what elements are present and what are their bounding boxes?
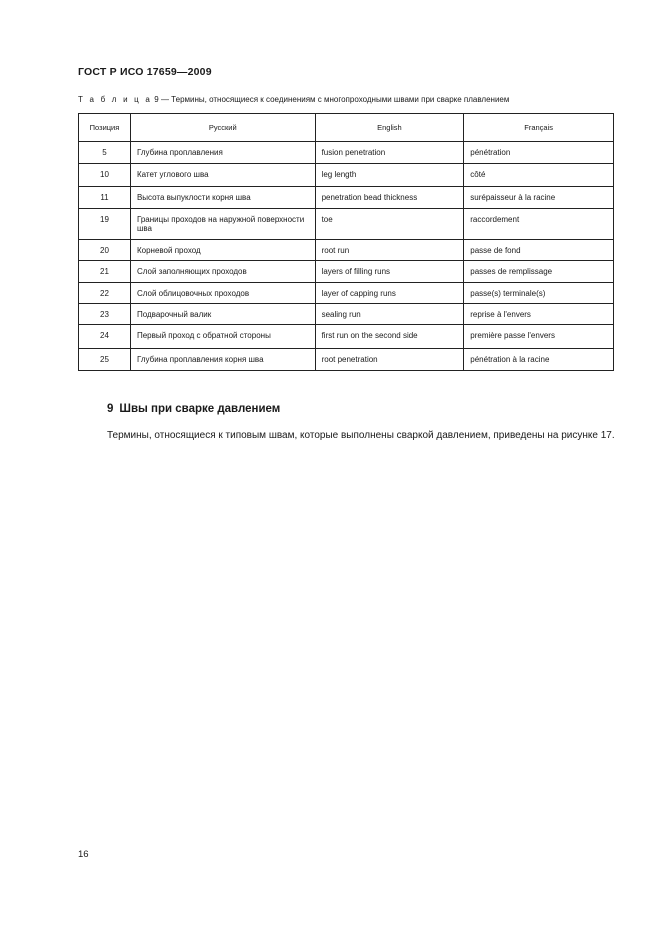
cell-position: 10 [79, 164, 131, 187]
cell-english: root penetration [315, 349, 464, 371]
cell-position: 19 [79, 209, 131, 240]
cell-english: root run [315, 240, 464, 261]
table-row [79, 349, 614, 371]
cell-russian: Глубина проплавления корня шва [130, 349, 315, 371]
cell-russian: Высота выпуклости корня шва [130, 187, 315, 209]
cell-english: penetration bead thickness [315, 187, 464, 209]
section-number: 9 [107, 403, 114, 415]
column-header-french: Français [464, 114, 614, 142]
cell-russian: Слой заполняющих проходов [130, 261, 315, 283]
cell-english: layer of capping runs [315, 283, 464, 304]
cell-russian: Корневой проход [130, 240, 315, 261]
page-number: 16 [78, 849, 89, 860]
table-row [79, 164, 614, 187]
cell-position: 24 [79, 325, 131, 349]
cell-russian: Глубина проплавления [130, 142, 315, 164]
cell-english: leg length [315, 164, 464, 187]
table-caption [78, 95, 509, 104]
cell-english: first run on the second side [315, 325, 464, 349]
table-row [79, 325, 614, 349]
cell-russian: Слой облицовочных проходов [130, 283, 315, 304]
cell-russian: Первый проход с обратной стороны [130, 325, 315, 349]
terms-table [78, 113, 614, 371]
section-title-text: Швы при сварке давлением [119, 403, 281, 415]
cell-french: passes de remplissage [464, 261, 614, 283]
table-row [79, 187, 614, 209]
cell-english: sealing run [315, 304, 464, 325]
cell-position: 20 [79, 240, 131, 261]
cell-french: côté [464, 164, 614, 187]
table-caption-text: — Термины, относящиеся к соединениям с многопроходными швами при сварке плавлением [160, 95, 510, 104]
cell-english: toe [315, 209, 464, 240]
cell-french: première passe l'envers [464, 325, 614, 349]
table-caption-number: 9 [154, 95, 159, 104]
column-header-english: English [315, 114, 464, 142]
cell-position: 5 [79, 142, 131, 164]
cell-french: passe(s) terminale(s) [464, 283, 614, 304]
table-row [79, 283, 614, 304]
cell-french: passe de fond [464, 240, 614, 261]
cell-french: reprise à l'envers [464, 304, 614, 325]
cell-english: fusion penetration [315, 142, 464, 164]
column-header-position: Позиция [79, 114, 131, 142]
section-paragraph: Термины, относящиеся к типовым швам, которые выполнены сваркой давлением, приведены на рисунке 17. [107, 430, 615, 441]
cell-position: 22 [79, 283, 131, 304]
table-header-row [79, 114, 614, 142]
cell-french: pénétration [464, 142, 614, 164]
table-row [79, 261, 614, 283]
cell-russian: Катет углового шва [130, 164, 315, 187]
document-header: ГОСТ Р ИСО 17659—2009 [78, 66, 212, 78]
cell-russian: Границы проходов на наружной поверхности шва [130, 209, 315, 240]
cell-position: 21 [79, 261, 131, 283]
cell-french: raccordement [464, 209, 614, 240]
cell-french: pénétration à la racine [464, 349, 614, 371]
table-row [79, 304, 614, 325]
column-header-russian: Русский [130, 114, 315, 142]
table-row [79, 240, 614, 261]
cell-position: 25 [79, 349, 131, 371]
cell-position: 23 [79, 304, 131, 325]
table-row [79, 142, 614, 164]
table-row [79, 209, 614, 240]
cell-russian: Подварочный валик [130, 304, 315, 325]
section-heading [107, 403, 280, 415]
table-caption-prefix: Т а б л и ц а [78, 95, 153, 104]
cell-position: 11 [79, 187, 131, 209]
cell-french: surépaisseur à la racine [464, 187, 614, 209]
cell-english: layers of filling runs [315, 261, 464, 283]
